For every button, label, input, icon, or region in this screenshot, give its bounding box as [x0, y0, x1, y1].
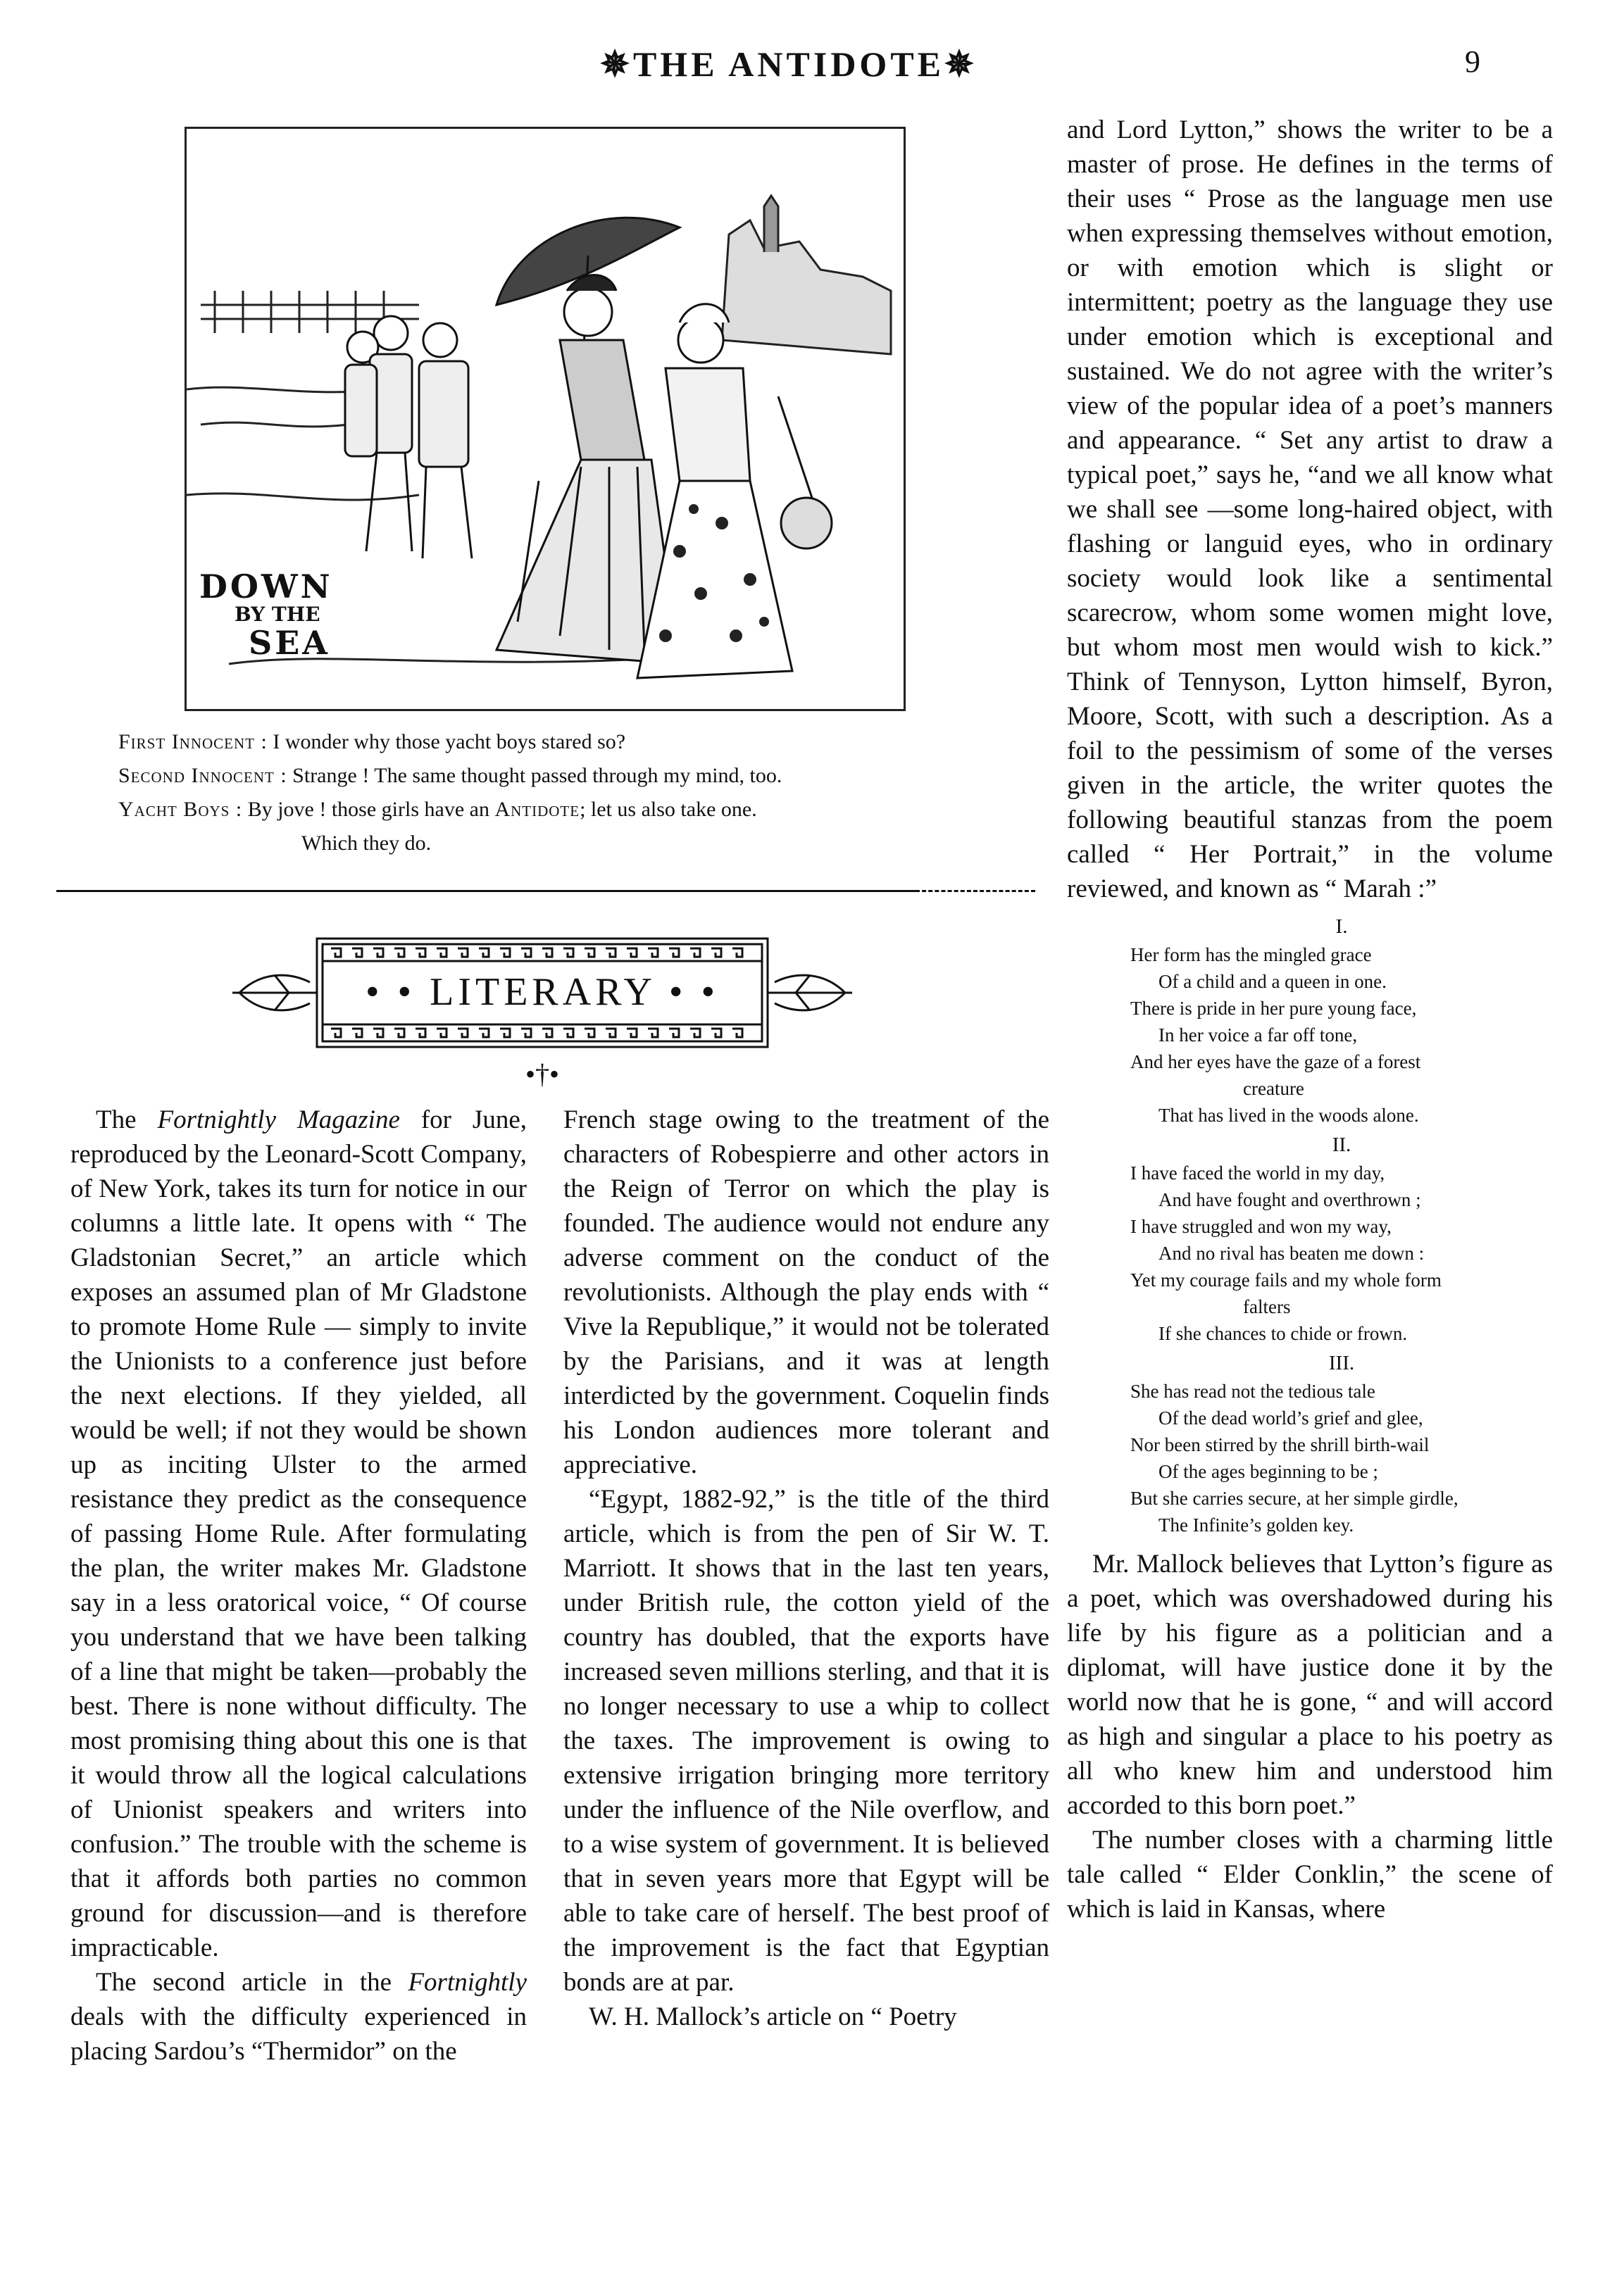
poem-line: I have struggled and won my way,	[1130, 1216, 1392, 1237]
article-paragraph: French stage owing to the treatment of the characters of Robespierre and other actors in the Reign of Terror on which the play is founded. The audience would not endure any adverse comment on the conduct of the revolutionists. Although the play ends with “ Vive la Republique,” it would not be tolerated by the Parisians, and it was at length interdicted by the government. Coquelin finds his London audiences more tolerant and appreciative.	[563, 1105, 1049, 1479]
section-divider	[56, 890, 916, 892]
literary-banner	[232, 933, 852, 1053]
poem-line: And her eyes have the gaze of a forest	[1130, 1051, 1421, 1072]
article-column-1	[70, 1103, 527, 2069]
article-column-2	[563, 1103, 1049, 2034]
page-number: 9	[1465, 44, 1480, 79]
article-paragraph: “Egypt, 1882-92,” is the title of the third article, which is from the pen of Sir W. T. Marriott. It shows that in the last ten years, under British rule, the cotton yield of the country has doubled, that the exports have increased seven millions sterling, and that it is no longer necessary to use a whip to collect the taxes. The improvement is owing to extensive irrigation bringing more territory under the influence of the Nile overflow, and to a wise system of government. It is believed that in seven years more that Egypt will be able to take care of herself. The best proof of the improvement is the fact that Egyptian bonds are at par.	[563, 1485, 1049, 1997]
caption-speaker: First Innocent :	[118, 730, 268, 753]
caption-speaker: Yacht Boys :	[118, 798, 243, 821]
poem	[1130, 913, 1553, 1538]
lettering-sea: SEA	[249, 624, 330, 662]
caption-emph: Antidote	[494, 798, 580, 821]
caption-text: By jove ! those girls have an	[247, 798, 489, 821]
caption-line	[118, 759, 1027, 793]
poem-line: And no rival has beaten me down :	[1158, 1243, 1425, 1264]
section-ornament: •†•	[525, 1058, 559, 1090]
magazine-title: Fortnightly Magazine	[157, 1105, 400, 1134]
poem-line: In her voice a far off tone,	[1158, 1024, 1358, 1046]
illustration	[185, 127, 906, 711]
text-run: The second article in the	[96, 1968, 408, 1997]
poem-line: Of the dead world’s grief and glee,	[1158, 1407, 1423, 1429]
caption-tail: Which they do.	[301, 832, 432, 855]
stanza-number: III.	[1328, 1352, 1355, 1374]
masthead-title: ✵THE ANTIDOTE✵	[600, 44, 977, 84]
caption-text-after: ; let us also take one.	[580, 798, 757, 821]
poem-line: Of a child and a queen in one.	[1158, 971, 1387, 992]
poem-line: falters	[1243, 1296, 1291, 1317]
poem-line: Yet my courage fails and my whole form	[1130, 1269, 1442, 1291]
article-paragraph: Mr. Mallock believes that Lytton’s figure as a poet, which was overshadowed during his life by his figure as a politician and a diplomat, will have justice done it by the world now that he is gone, “ and will accord as high and singular a place to his poetry as all who knew him and understood him accorded to this born poet.”	[1067, 1550, 1553, 1820]
text-run: The	[96, 1105, 158, 1134]
illustration-lettering	[199, 567, 333, 662]
caption-line	[118, 793, 1027, 827]
caption-text: I wonder why those yacht boys stared so?	[273, 730, 626, 753]
text-run: for June, reproduced by the Leonard-Scott Company, of New York, takes its turn for notice in our columns a little late. It opens with “ The Gladstonian Secret,” an article which exposes an assumed plan of Mr Gladstone to promote Home Rule — simply to invite the Unionists to a conference just before the next elections. If they yielded, all would be well; if not they would be shown up as inciting Ulster to the armed resistance they predict as the consequence of passing Home Rule. After formulating the plan, the writer makes Mr. Gladstone say in a less oratorical voice, “ Of course you understand that we have been talking of a line that might be taken—probably the best. There is none without difficulty. The most promising thing about this one is that it would throw all the logical calculations of Unionist speakers and writers into confusion.” The trouble with the scheme is that it affords both parties no common ground for discussion—and is therefore impracticable.	[70, 1105, 527, 1962]
section-divider-dashed	[916, 890, 1035, 892]
poem-line: But she carries secure, at her simple girdle,	[1130, 1488, 1459, 1509]
article-paragraph: W. H. Mallock’s article on “ Poetry	[589, 2002, 957, 2031]
section-title: • • LITERARY • •	[365, 970, 720, 1014]
caption-text: Strange ! The same thought passed through my mind, too.	[292, 764, 782, 787]
poem-line: That has lived in the woods alone.	[1158, 1105, 1419, 1126]
poem-line: If she chances to chide or frown.	[1158, 1323, 1408, 1344]
poem-line: Her form has the mingled grace	[1130, 944, 1372, 965]
article-paragraph: and Lord Lytton,” shows the writer to be a master of prose. He defines in the terms of their uses “ Prose as the language men use when expressing themselves without emotion, or with emotion which is slight or intermittent; poetry as the language they use under emotion which is exceptional and sustained. We do not agree with the writer’s view of the popular idea of a poet’s manners and appearance. “ Set any artist to draw a typical poet,” says he, “and we all know what we shall see —some long-haired object, with flashing or languid eyes, who in ordinary society would look like a sentimental scarecrow, whom some women might love, but whom most men would wish to kick.” Think of Tennyson, Lytton himself, Byron, Moore, Scott, with such a description. As a foil to the pessimism of some of the verses given in the article, the writer quotes the following beautiful stanzas from the poem called “ Her Portrait,” in the volume reviewed, and known as “ Marah :”	[1067, 115, 1553, 903]
article-paragraph: The number closes with a charming little tale called “ Elder Conklin,” the scene of which is laid in Kansas, where	[1067, 1826, 1553, 1924]
poem-line: There is pride in her pure young face,	[1130, 998, 1417, 1019]
stanza-number: I.	[1335, 915, 1348, 938]
poem-line: The Infinite’s golden key.	[1158, 1514, 1354, 1536]
poem-line: She has read not the tedious tale	[1130, 1381, 1375, 1402]
article-paragraph	[70, 1965, 527, 2069]
stanza-number: II.	[1332, 1134, 1351, 1156]
magazine-title: Fortnightly	[408, 1968, 527, 1997]
lettering-by-the: BY THE	[235, 603, 320, 626]
text-run: deals with the difficulty experienced in placing Sardou’s “Thermidor” on the	[70, 2002, 527, 2066]
poem-line: Of the ages beginning to be ;	[1158, 1461, 1378, 1482]
article-column-3	[1067, 113, 1553, 1926]
article-paragraph	[70, 1103, 527, 1965]
illustration-caption	[118, 725, 1027, 860]
poem-line: Nor been stirred by the shrill birth-wail	[1130, 1434, 1430, 1455]
lettering-down: DOWN	[199, 567, 333, 606]
poem-line: creature	[1243, 1078, 1304, 1099]
poem-line: I have faced the world in my day,	[1130, 1162, 1385, 1184]
poem-line: And have fought and overthrown ;	[1158, 1189, 1421, 1210]
caption-speaker: Second Innocent :	[118, 764, 287, 787]
caption-line	[118, 725, 1027, 759]
